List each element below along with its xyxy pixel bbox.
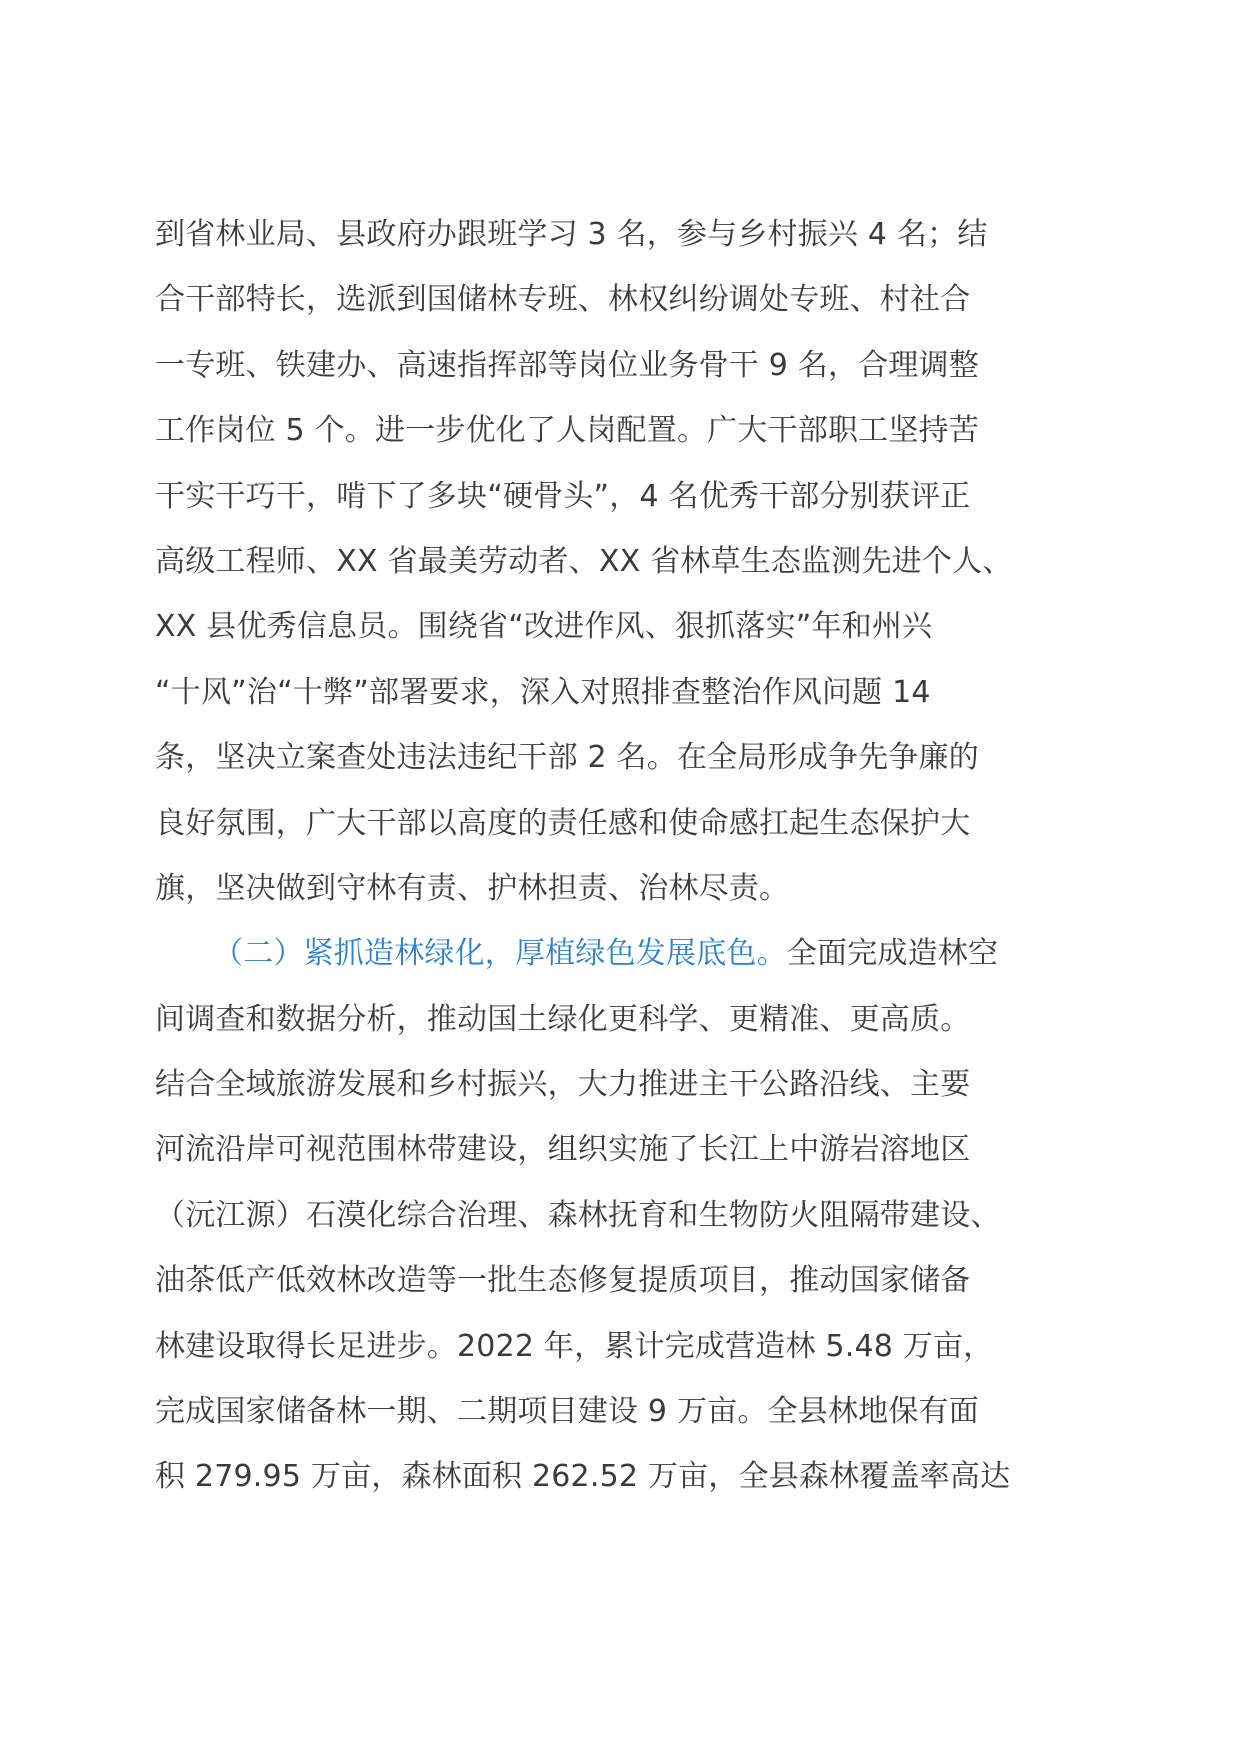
text-line: 旗，坚决做到守林有责、护林担责、治林尽责。 <box>155 870 790 906</box>
text-line: 完成国家储备林一期、二期项目建设 9 万亩。全县林地保有面 <box>155 1394 979 1430</box>
text-line: 结合全域旅游发展和乡村振兴，大力推进主干公路沿线、主要 <box>155 1067 971 1103</box>
text-line: “十风”治“十弊”部署要求，深入对照排查整治作风问题 14 <box>155 674 931 710</box>
text-line: 良好氛围，广大干部以高度的责任感和使命感扛起生态保护大 <box>155 805 971 841</box>
text-line: 一专班、铁建办、高速指挥部等岗位业务骨干 9 名，合理调整 <box>155 347 979 383</box>
text-line: 工作岗位 5 个。进一步优化了人岗配置。广大干部职工坚持苦 <box>155 413 979 449</box>
text-line: 到省林业局、县政府办跟班学习 3 名，参与乡村振兴 4 名；结 <box>155 217 988 252</box>
text-line: 高级工程师、XX 省最美劳动者、XX 省林草生态监测先进个人、 <box>155 543 1013 579</box>
paragraph-1 <box>155 217 1095 939</box>
text-line: 河流沿岸可视范围林带建设，组织实施了长江上中游岩溶地区 <box>155 1132 971 1168</box>
text-line: 油茶低产低效林改造等一批生态修复提质项目，推动国家储备 <box>155 1263 971 1299</box>
text-line: 间调查和数据分析，推动国土绿化更科学、更精准、更高质。 <box>155 1001 971 1037</box>
text-line: XX 县优秀信息员。围绕省“改进作风、狠抓落实”年和州兴 <box>155 609 933 645</box>
section-heading: （二）紧抓造林绿化，厚植绿色发展底色。 <box>213 936 787 972</box>
paragraph-2 <box>155 936 1095 1528</box>
text-line: 条，坚决立案查处违法违纪干部 2 名。在全局形成争先争廉的 <box>155 740 979 776</box>
text-line <box>155 936 1095 1004</box>
text-line: 干实干巧干，啃下了多块“硬骨头”，4 名优秀干部分别获评正 <box>155 478 971 514</box>
body-text <box>155 217 1095 1528</box>
text-line: 合干部特长，选派到国储林专班、林权纠纷调处专班、村社合 <box>155 282 971 318</box>
text-line: （沅江源）石漠化综合治理、森林抚育和生物防火阻隔带建设、 <box>155 1197 1001 1233</box>
text-line: 积 279.95 万亩，森林面积 262.52 万亩，全县森林覆盖率高达 <box>155 1459 1011 1495</box>
text-run: 全面完成造林空 <box>786 936 999 972</box>
text-line: 林建设取得长足进步。2022 年，累计完成营造林 5.48 万亩， <box>155 1328 994 1364</box>
